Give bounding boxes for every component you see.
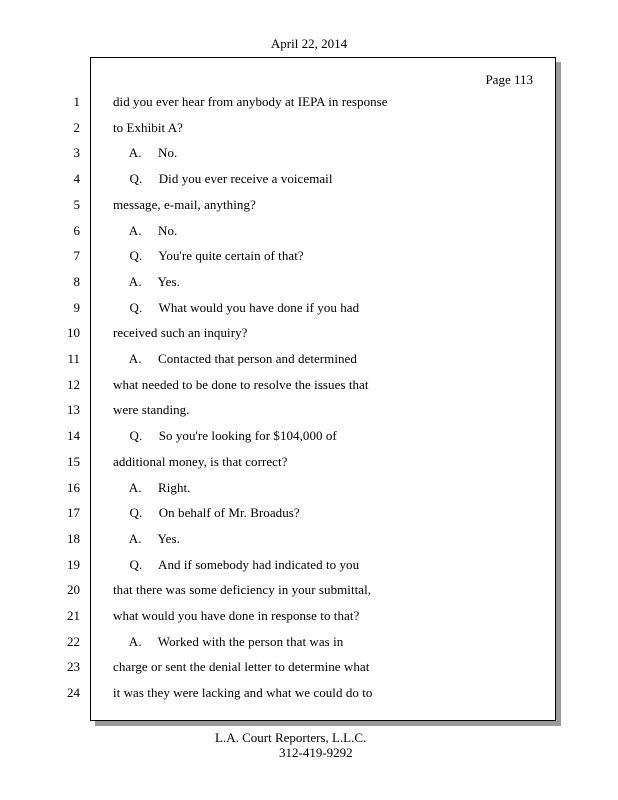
line-number: 5 <box>73 197 80 212</box>
transcript-line: received such an inquiry? <box>113 325 248 340</box>
line-number: 16 <box>67 480 80 495</box>
transcript-line: to Exhibit A? <box>113 120 183 135</box>
footer-company: L.A. Court Reporters, L.L.C. <box>215 730 367 745</box>
line-number: 22 <box>67 634 80 649</box>
line-number: 1 <box>73 94 80 109</box>
transcript-line: Q. And if somebody had indicated to you <box>113 557 360 572</box>
transcript-line: what would you have done in response to that? <box>113 608 360 623</box>
transcript-line: A. Right. <box>113 480 191 495</box>
line-number: 11 <box>67 351 80 366</box>
line-number: 9 <box>73 300 80 315</box>
line-number: 13 <box>67 402 80 417</box>
transcript-line: Q. On behalf of Mr. Broadus? <box>113 505 300 520</box>
header-date: April 22, 2014 <box>270 36 348 51</box>
line-number: 2 <box>73 120 80 135</box>
transcript-line: Q. What would you have done if you had <box>113 300 360 315</box>
line-number: 15 <box>67 454 80 469</box>
transcript-line: A. Worked with the person that was in <box>113 634 344 649</box>
line-number: 12 <box>67 377 80 392</box>
page-number: Page 113 <box>485 72 533 87</box>
transcript-line: what needed to be done to resolve the issues that <box>113 377 369 392</box>
line-number: 10 <box>67 325 80 340</box>
transcript-line: A. Yes. <box>113 274 180 289</box>
transcript-line: it was they were lacking and what we could do to <box>113 685 373 700</box>
line-number: 8 <box>73 274 80 289</box>
transcript-line: additional money, is that correct? <box>113 454 288 469</box>
transcript-line: charge or sent the denial letter to determine what <box>113 659 370 674</box>
line-number: 19 <box>67 557 80 572</box>
transcript-line: were standing. <box>113 402 190 417</box>
transcript-line: A. No. <box>113 145 178 160</box>
line-number: 23 <box>67 659 80 674</box>
line-number: 3 <box>73 145 80 160</box>
transcript-line: message, e-mail, anything? <box>113 197 256 212</box>
transcript-line: Q. Did you ever receive a voicemail <box>113 171 333 186</box>
line-number: 14 <box>67 428 80 443</box>
line-number: 4 <box>73 171 80 186</box>
transcript-line: A. No. <box>113 223 178 238</box>
transcript-line: A. Yes. <box>113 531 180 546</box>
transcript-line: Q. So you're looking for $104,000 of <box>113 428 337 443</box>
transcript-line: Q. You're quite certain of that? <box>113 248 304 263</box>
line-number: 24 <box>67 685 80 700</box>
transcript-line: A. Contacted that person and determined <box>113 351 357 366</box>
line-number: 7 <box>73 248 80 263</box>
line-number: 21 <box>67 608 80 623</box>
transcript-line: did you ever hear from anybody at IEPA in response <box>113 94 388 109</box>
footer-phone: 312-419-9292 <box>279 745 353 760</box>
line-number: 20 <box>67 582 80 597</box>
line-number: 17 <box>67 505 80 520</box>
line-number: 6 <box>73 223 80 238</box>
line-number: 18 <box>67 531 80 546</box>
transcript-line: that there was some deficiency in your submittal, <box>113 582 372 597</box>
